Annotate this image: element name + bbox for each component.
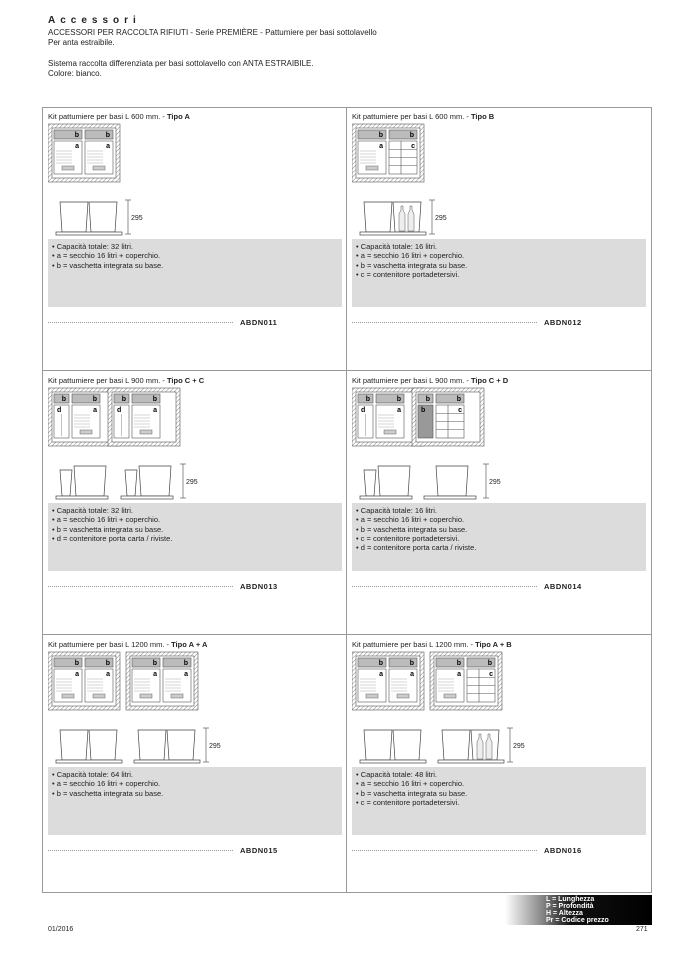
bin-a-label: a: [106, 143, 110, 150]
product-title: [352, 112, 494, 121]
bucket-side-view: [138, 730, 166, 760]
tray-base: [360, 232, 426, 235]
compartment-b-label: b: [425, 396, 430, 403]
spec-bullet: • Capacità totale: 48 litri.: [356, 770, 437, 779]
plan-module: [430, 652, 502, 710]
spec-bullet: • b = vaschetta integrata su base.: [52, 260, 164, 270]
product-diagram: [352, 386, 646, 508]
spec-bullet: • a = secchio 16 litri + coperchio.: [52, 251, 161, 261]
spec-bullet: • a = secchio 16 litri + coperchio.: [52, 515, 161, 525]
compartment-b-label: b: [456, 660, 461, 667]
compartment-b-label: b: [105, 660, 110, 667]
legend-altezza: H = Altezza: [546, 910, 583, 917]
footer-page-number: 271: [636, 926, 648, 933]
grid-divider-row-2: [42, 634, 652, 635]
tray-base: [360, 496, 412, 499]
dotted-leader: [352, 586, 537, 587]
page-description: Sistema raccolta differenziata per basi sottolavello con ANTA ESTRAIBILE.: [48, 58, 314, 68]
plan-module: [412, 388, 484, 446]
bucket-side-view: [89, 730, 117, 760]
product-code: ABDN013: [240, 582, 278, 591]
spec-bullet: • c = contenitore portadetersivi.: [356, 533, 460, 543]
compartment-b-label: b: [74, 132, 79, 139]
page-subtitle-2: Per anta estraibile.: [48, 38, 115, 47]
compartment-b-label: b: [74, 660, 79, 667]
product-cell-tipo-c-c: [48, 372, 342, 634]
bin-a-handle: [366, 166, 378, 170]
product-diagram: [352, 122, 646, 244]
bin-a-handle: [62, 166, 74, 170]
product-title-prefix: Kit pattumiere per basi L 1200 mm. -: [352, 640, 476, 649]
front-view-module: [360, 730, 426, 763]
plan-module: [48, 124, 120, 182]
tray-base: [56, 496, 108, 499]
plan-module: [48, 652, 120, 710]
spec-bullet: • b = vaschetta integrata su base.: [52, 788, 164, 798]
bucket-side-view: [167, 730, 195, 760]
bin-a-label: a: [93, 407, 97, 414]
bin-a-label: a: [75, 671, 79, 678]
height-dimension: [203, 728, 221, 762]
product-cell-tipo-b: [352, 108, 646, 370]
legend-profondita: P = Profondità: [546, 903, 594, 910]
legend-codice-prezzo: Pr = Codice prezzo: [546, 917, 609, 924]
tray-base: [56, 232, 122, 235]
compartment-b-label: b: [152, 396, 157, 403]
tray-base: [134, 760, 200, 763]
page-subtitle: ACCESSORI PER RACCOLTA RIFIUTI - Serie PREMIÈRE - Pattumiere per basi sottolavello: [48, 27, 377, 37]
holder-c-label: c: [411, 143, 415, 150]
page-color: Colore: bianco.: [48, 69, 102, 78]
bin-a-handle: [366, 694, 378, 698]
spec-bullet: • a = secchio 16 litri + coperchio.: [356, 515, 465, 525]
height-dimension: [180, 464, 198, 498]
bucket-side-view: [364, 470, 376, 496]
product-type: Tipo A: [166, 112, 190, 121]
product-title: [48, 640, 207, 649]
bucket-side-view: [442, 730, 470, 760]
holder-d-label: d: [117, 407, 122, 414]
grid-divider-row-1: [42, 370, 652, 371]
bucket-side-view: [471, 730, 499, 760]
footer-date: 01/2016: [48, 926, 74, 933]
product-cell-tipo-a-a: [48, 636, 342, 898]
product-code-row: [352, 318, 646, 328]
spec-bullet: • b = vaschetta integrata su base.: [356, 524, 468, 534]
bucket-side-view: [393, 202, 421, 232]
bin-a-handle: [140, 430, 152, 434]
bin-a-handle: [397, 694, 409, 698]
height-label: 295: [489, 479, 501, 486]
dotted-leader: [48, 322, 233, 323]
spec-bullet: • c = contenitore portadetersivi.: [356, 269, 460, 279]
spec-bullet: • b = vaschetta integrata su base.: [356, 788, 468, 798]
spec-bullet: • Capacità totale: 32 litri.: [52, 242, 133, 251]
bin-a-label: a: [106, 671, 110, 678]
product-diagram: [48, 122, 342, 244]
compartment-b-label: b: [152, 660, 157, 667]
bin-a-label: a: [153, 671, 157, 678]
product-title-prefix: Kit pattumiere per basi L 1200 mm. -: [48, 640, 172, 649]
bin-a-handle: [444, 694, 456, 698]
product-title-prefix: Kit pattumiere per basi L 900 mm. -: [48, 376, 167, 385]
bin-a-label: a: [184, 671, 188, 678]
product-type: Tipo B: [470, 112, 495, 121]
bin-a-label: a: [410, 671, 414, 678]
product-code: ABDN015: [240, 846, 278, 855]
bin-a-label: a: [75, 143, 79, 150]
bucket-side-view: [436, 466, 468, 496]
bin-a-label: a: [457, 671, 461, 678]
compartment-b-label: b: [105, 132, 110, 139]
plan-module: [108, 388, 180, 446]
compartment-b-label: b: [396, 396, 401, 403]
product-code: ABDN016: [544, 846, 582, 855]
tray-base: [438, 760, 504, 763]
tray-base: [360, 760, 426, 763]
bucket-side-view: [125, 470, 137, 496]
product-cell-tipo-a: [48, 108, 342, 370]
bin-a-handle: [384, 430, 396, 434]
front-view-module: [360, 202, 426, 235]
product-title: [352, 376, 508, 385]
legend-box: [505, 895, 652, 925]
product-specs: [48, 239, 342, 307]
product-diagram: [48, 650, 342, 772]
product-code: ABDN012: [544, 318, 582, 327]
holder-c-label: c: [489, 671, 493, 678]
bin-a-label: a: [397, 407, 401, 414]
bucket-side-view: [364, 202, 392, 232]
product-code-row: [352, 846, 646, 856]
height-dimension: [125, 200, 143, 234]
front-view-module: [56, 202, 122, 235]
plan-module: [126, 652, 198, 710]
holder-d-label: d: [361, 407, 366, 414]
dotted-leader: [352, 850, 537, 851]
product-code: ABDN014: [544, 582, 582, 591]
product-title: [48, 376, 204, 385]
front-view-module: [438, 730, 504, 763]
product-specs: [352, 239, 646, 307]
compartment-b-label: b: [365, 396, 370, 403]
front-view-module: [56, 730, 122, 763]
compartment-b-label: b: [378, 132, 383, 139]
spec-bullet: • d = contenitore porta carta / riviste.: [52, 533, 173, 543]
bin-a-handle: [140, 694, 152, 698]
front-view-module: [360, 466, 412, 499]
compartment-b-label: b: [92, 396, 97, 403]
tray-base: [121, 496, 173, 499]
tray-base: [424, 496, 476, 499]
bucket-side-view: [74, 466, 106, 496]
bin-a-handle: [80, 430, 92, 434]
height-label: 295: [435, 215, 447, 222]
bin-a-handle: [171, 694, 183, 698]
spec-bullet: • b = vaschetta integrata su base.: [356, 260, 468, 270]
product-code-row: [48, 582, 342, 592]
bucket-side-view: [60, 730, 88, 760]
compartment-b-label: b: [183, 660, 188, 667]
height-label: 295: [131, 215, 143, 222]
height-label: 295: [209, 743, 221, 750]
spec-bullet: • a = secchio 16 litri + coperchio.: [52, 779, 161, 789]
height-dimension: [483, 464, 501, 498]
product-type: Tipo A + B: [475, 640, 512, 649]
product-specs: [352, 503, 646, 571]
spec-bullet: • c = contenitore portadetersivi.: [356, 797, 460, 807]
dotted-leader: [352, 322, 537, 323]
compartment-b-label: b: [121, 396, 126, 403]
height-dimension: [507, 728, 525, 762]
plan-module: [352, 652, 424, 710]
compartment-b-label: b: [487, 660, 492, 667]
product-code-row: [48, 846, 342, 856]
bucket-side-view: [60, 202, 88, 232]
product-title-prefix: Kit pattumiere per basi L 600 mm. -: [352, 112, 471, 121]
front-view-module: [56, 466, 108, 499]
compartment-b-label: b: [409, 132, 414, 139]
product-specs: [352, 767, 646, 835]
bucket-side-view: [364, 730, 392, 760]
product-title: [352, 640, 512, 649]
plan-module: [352, 124, 424, 182]
height-label: 295: [186, 479, 198, 486]
bin-a-handle: [93, 166, 105, 170]
bucket-side-view: [378, 466, 410, 496]
compartment-b-label: b: [421, 407, 426, 414]
tray-base: [56, 760, 122, 763]
height-dimension: [429, 200, 447, 234]
front-view-module: [134, 730, 200, 763]
product-diagram: [48, 386, 342, 508]
product-type: Tipo C + D: [470, 376, 509, 385]
product-type: Tipo C + C: [166, 376, 205, 385]
product-title-prefix: Kit pattumiere per basi L 600 mm. -: [48, 112, 167, 121]
product-code-row: [352, 582, 646, 592]
product-code-row: [48, 318, 342, 328]
bin-a-handle: [93, 694, 105, 698]
product-title-prefix: Kit pattumiere per basi L 900 mm. -: [352, 376, 471, 385]
dotted-leader: [48, 850, 233, 851]
dotted-leader: [48, 586, 233, 587]
bin-a-handle: [62, 694, 74, 698]
bin-a-label: a: [379, 143, 383, 150]
holder-c-label: c: [458, 407, 462, 414]
height-label: 295: [513, 743, 525, 750]
holder-d-label: d: [57, 407, 62, 414]
product-cell-tipo-a-b: [352, 636, 646, 898]
legend-lunghezza: L = Lunghezza: [546, 896, 595, 903]
spec-bullet: • b = vaschetta integrata su base.: [52, 524, 164, 534]
spec-bullet: • d = contenitore porta carta / riviste.: [356, 543, 477, 553]
product-cell-tipo-c-d: [352, 372, 646, 634]
compartment-b-label: b: [456, 396, 461, 403]
spec-bullet: • Capacità totale: 32 litri.: [52, 506, 133, 515]
bucket-side-view: [393, 730, 421, 760]
product-diagram: [352, 650, 646, 772]
product-specs: [48, 503, 342, 571]
product-specs: [48, 767, 342, 835]
spec-bullet: • Capacità totale: 16 litri.: [356, 506, 437, 515]
product-type: Tipo A + A: [171, 640, 208, 649]
bucket-side-view: [139, 466, 171, 496]
front-view-module: [121, 466, 173, 499]
product-title: [48, 112, 190, 121]
spec-bullet: • a = secchio 16 litri + coperchio.: [356, 779, 465, 789]
grid-divider-vertical: [346, 107, 347, 893]
page-header: [48, 16, 377, 80]
front-view-module: [424, 466, 476, 499]
compartment-b-label: b: [409, 660, 414, 667]
product-code: ABDN011: [240, 318, 278, 327]
spec-bullet: • a = secchio 16 litri + coperchio.: [356, 251, 465, 261]
bucket-side-view: [60, 470, 72, 496]
compartment-b-label: b: [61, 396, 66, 403]
bucket-side-view: [89, 202, 117, 232]
page-title: Accessori: [48, 15, 141, 26]
spec-bullet: • Capacità totale: 64 litri.: [52, 770, 133, 779]
bin-a-label: a: [153, 407, 157, 414]
bin-a-label: a: [379, 671, 383, 678]
compartment-b-label: b: [378, 660, 383, 667]
spec-bullet: • Capacità totale: 16 litri.: [356, 242, 437, 251]
